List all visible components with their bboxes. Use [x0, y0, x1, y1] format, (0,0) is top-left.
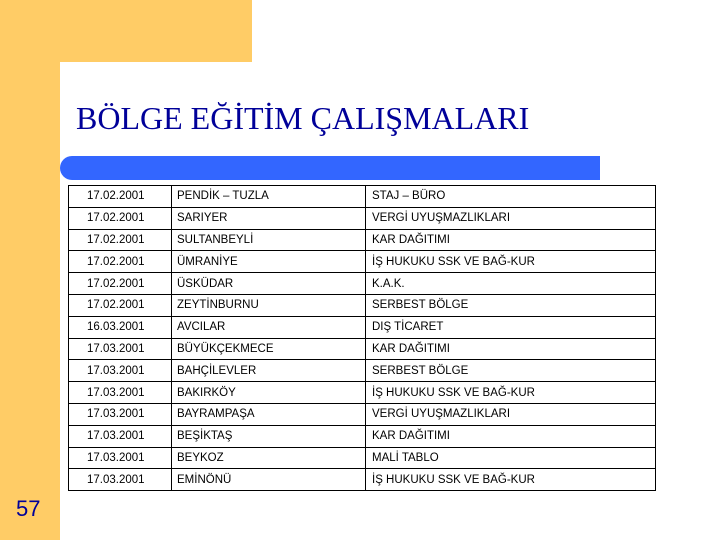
- district-cell: BAYRAMPAŞA: [172, 403, 366, 425]
- training-schedule-table: [68, 185, 656, 491]
- table-row: [69, 186, 656, 208]
- table-row: [69, 207, 656, 229]
- date-cell: 17.03.2001: [69, 360, 172, 382]
- date-cell: 17.03.2001: [69, 403, 172, 425]
- district-cell: BAKIRKÖY: [172, 382, 366, 404]
- district-cell: ZEYTİNBURNU: [172, 294, 366, 316]
- table-row: [69, 447, 656, 469]
- slide-title: BÖLGE EĞİTİM ÇALIŞMALARI: [76, 100, 530, 136]
- topic-cell: İŞ HUKUKU SSK VE BAĞ-KUR: [366, 382, 656, 404]
- topic-cell: K.A.K.: [366, 273, 656, 295]
- district-cell: ÜMRANİYE: [172, 251, 366, 273]
- topic-cell: KAR DAĞITIMI: [366, 425, 656, 447]
- district-cell: SULTANBEYLİ: [172, 229, 366, 251]
- topic-cell: SERBEST BÖLGE: [366, 360, 656, 382]
- topic-cell: MALİ TABLO: [366, 447, 656, 469]
- title-underline-bar: [60, 156, 600, 180]
- date-cell: 17.03.2001: [69, 382, 172, 404]
- district-cell: SARIYER: [172, 207, 366, 229]
- page-number: 57: [16, 496, 41, 521]
- district-cell: BAHÇİLEVLER: [172, 360, 366, 382]
- table-row: [69, 316, 656, 338]
- table-row: [69, 469, 656, 491]
- decorative-accent-left: [0, 62, 60, 540]
- topic-cell: KAR DAĞITIMI: [366, 338, 656, 360]
- table-row: [69, 251, 656, 273]
- district-cell: BEYKOZ: [172, 447, 366, 469]
- date-cell: 17.03.2001: [69, 447, 172, 469]
- district-cell: ÜSKÜDAR: [172, 273, 366, 295]
- table-row: [69, 273, 656, 295]
- table-row: [69, 338, 656, 360]
- date-cell: 17.02.2001: [69, 207, 172, 229]
- topic-cell: KAR DAĞITIMI: [366, 229, 656, 251]
- topic-cell: İŞ HUKUKU SSK VE BAĞ-KUR: [366, 469, 656, 491]
- district-cell: BEŞİKTAŞ: [172, 425, 366, 447]
- table-row: [69, 425, 656, 447]
- table-row: [69, 360, 656, 382]
- decorative-accent-top: [0, 0, 252, 62]
- district-cell: AVCILAR: [172, 316, 366, 338]
- topic-cell: İŞ HUKUKU SSK VE BAĞ-KUR: [366, 251, 656, 273]
- topic-cell: STAJ – BÜRO: [366, 186, 656, 208]
- district-cell: BÜYÜKÇEKMECE: [172, 338, 366, 360]
- topic-cell: DIŞ TİCARET: [366, 316, 656, 338]
- topic-cell: SERBEST BÖLGE: [366, 294, 656, 316]
- table-row: [69, 403, 656, 425]
- date-cell: 17.03.2001: [69, 425, 172, 447]
- district-cell: PENDİK – TUZLA: [172, 186, 366, 208]
- table-row: [69, 382, 656, 404]
- topic-cell: VERGİ UYUŞMAZLIKLARI: [366, 207, 656, 229]
- table-row: [69, 294, 656, 316]
- date-cell: 17.02.2001: [69, 229, 172, 251]
- date-cell: 17.02.2001: [69, 294, 172, 316]
- topic-cell: VERGİ UYUŞMAZLIKLARI: [366, 403, 656, 425]
- table-body: [69, 186, 656, 491]
- date-cell: 17.03.2001: [69, 338, 172, 360]
- date-cell: 17.02.2001: [69, 251, 172, 273]
- date-cell: 17.03.2001: [69, 469, 172, 491]
- date-cell: 16.03.2001: [69, 316, 172, 338]
- table-row: [69, 229, 656, 251]
- district-cell: EMİNÖNÜ: [172, 469, 366, 491]
- date-cell: 17.02.2001: [69, 273, 172, 295]
- date-cell: 17.02.2001: [69, 186, 172, 208]
